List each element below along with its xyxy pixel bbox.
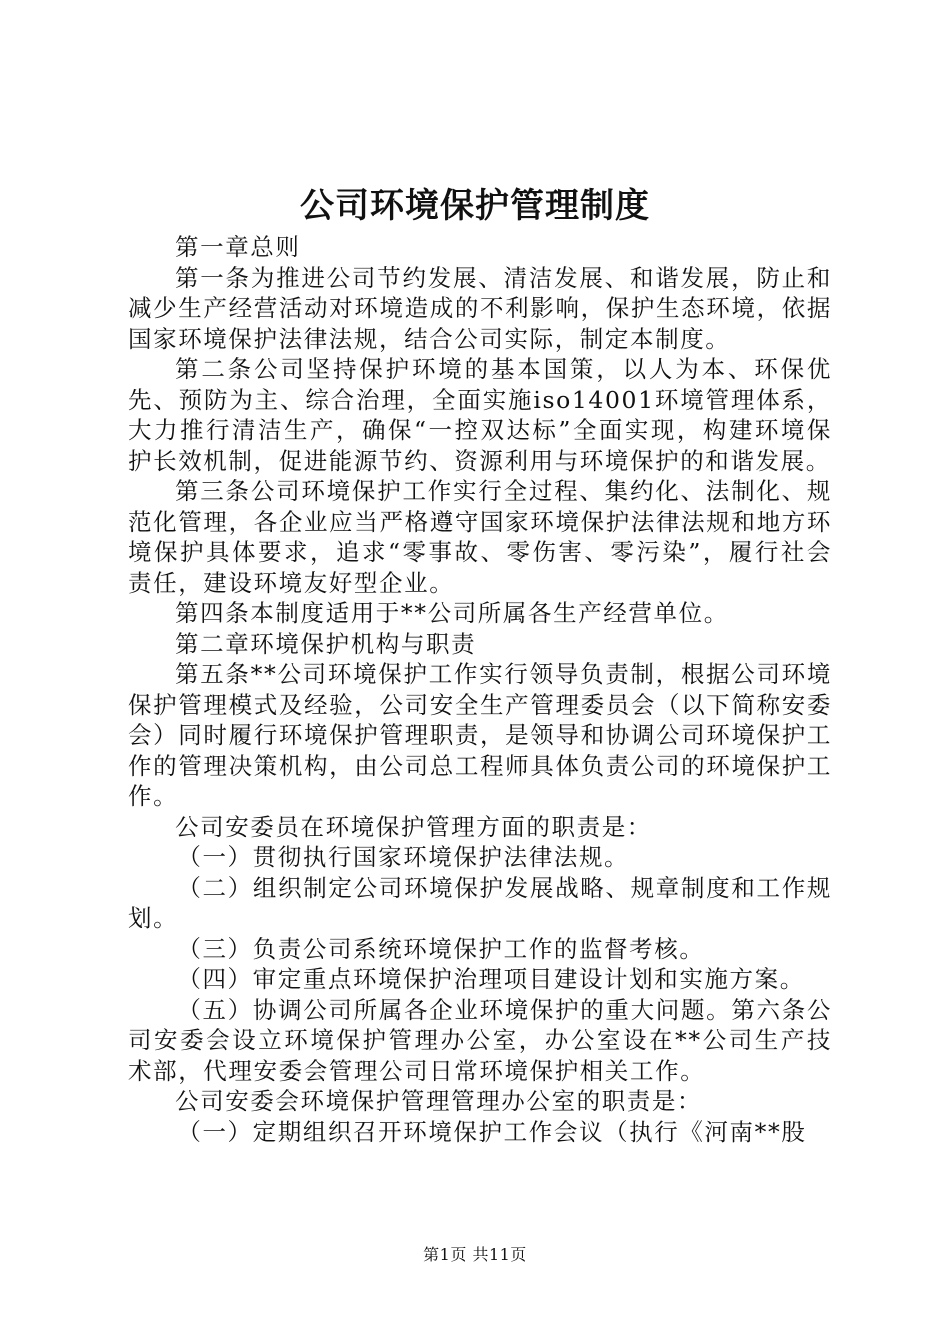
document-body <box>128 232 832 1147</box>
chapter-heading: 第二章环境保护机构与职责 <box>175 629 477 658</box>
duty-item: （二）组织制定公司环境保护发展战略、规章制度和工作规划。 <box>128 873 832 932</box>
duty-item: （三）负责公司系统环境保护工作的监督考核。 <box>177 934 705 963</box>
duties-intro: 公司安委会环境保护管理管理办公室的职责是： <box>175 1087 703 1115</box>
duty-item: （五）协调公司所属各企业环境保护的重大问题。第六条公司安委会设立环境保护管理办公室，办公室设在**公司生产技术部，代理安委会管理公司日常环境保护相关工作。 <box>128 995 832 1085</box>
article-paragraph: 第二条公司坚持保护环境的基本国策，以人为本、环保优先、预防为主、综合治理，全面实施iso14001环境管理体系，大力推行清洁生产，确保“一控双达标”全面实现，构建环境保护长效机制，促进能源节约、资源利用与环境保护的和谐发展。 <box>128 355 832 475</box>
page-number-footer: 第1页 共11页 <box>423 1245 527 1264</box>
article-paragraph: 第五条**公司环境保护工作实行领导负责制，根据公司环境保护管理模式及经验，公司安全生产管理委员会（以下简称安委会）同时履行环境保护管理职责，是领导和协调公司环境保护工作的管理决策机构，由公司总工程师具体负责公司的环境保护工作。 <box>128 660 832 810</box>
article-paragraph: 第三条公司环境保护工作实行全过程、集约化、法制化、规范化管理，各企业应当严格遵守国家环境保护法律法规和地方环境保护具体要求，追求“零事故、零伤害、零污染”，履行社会责任，建设环境友好型企业。 <box>128 477 832 597</box>
article-paragraph: 第一条为推进公司节约发展、清洁发展、和谐发展，防止和减少生产经营活动对环境造成的不利影响，保护生态环境，依据国家环境保护法律法规，结合公司实际，制定本制度。 <box>128 263 832 353</box>
duty-item: （一）贯彻执行国家环境保护法律法规。 <box>177 843 630 871</box>
duty-item: （四）审定重点环境保护治理项目建设计划和实施方案。 <box>177 965 805 993</box>
duties-intro: 公司安委员在环境保护管理方面的职责是： <box>175 812 652 841</box>
chapter-heading: 第一章总则 <box>175 233 301 261</box>
duty-item: （一）定期组织召开环境保护工作会议（执行《河南**股 <box>177 1117 807 1146</box>
document-title: 公司环境保护管理制度 <box>300 186 650 226</box>
article-paragraph: 第四条本制度适用于**公司所属各生产经营单位。 <box>175 599 729 627</box>
